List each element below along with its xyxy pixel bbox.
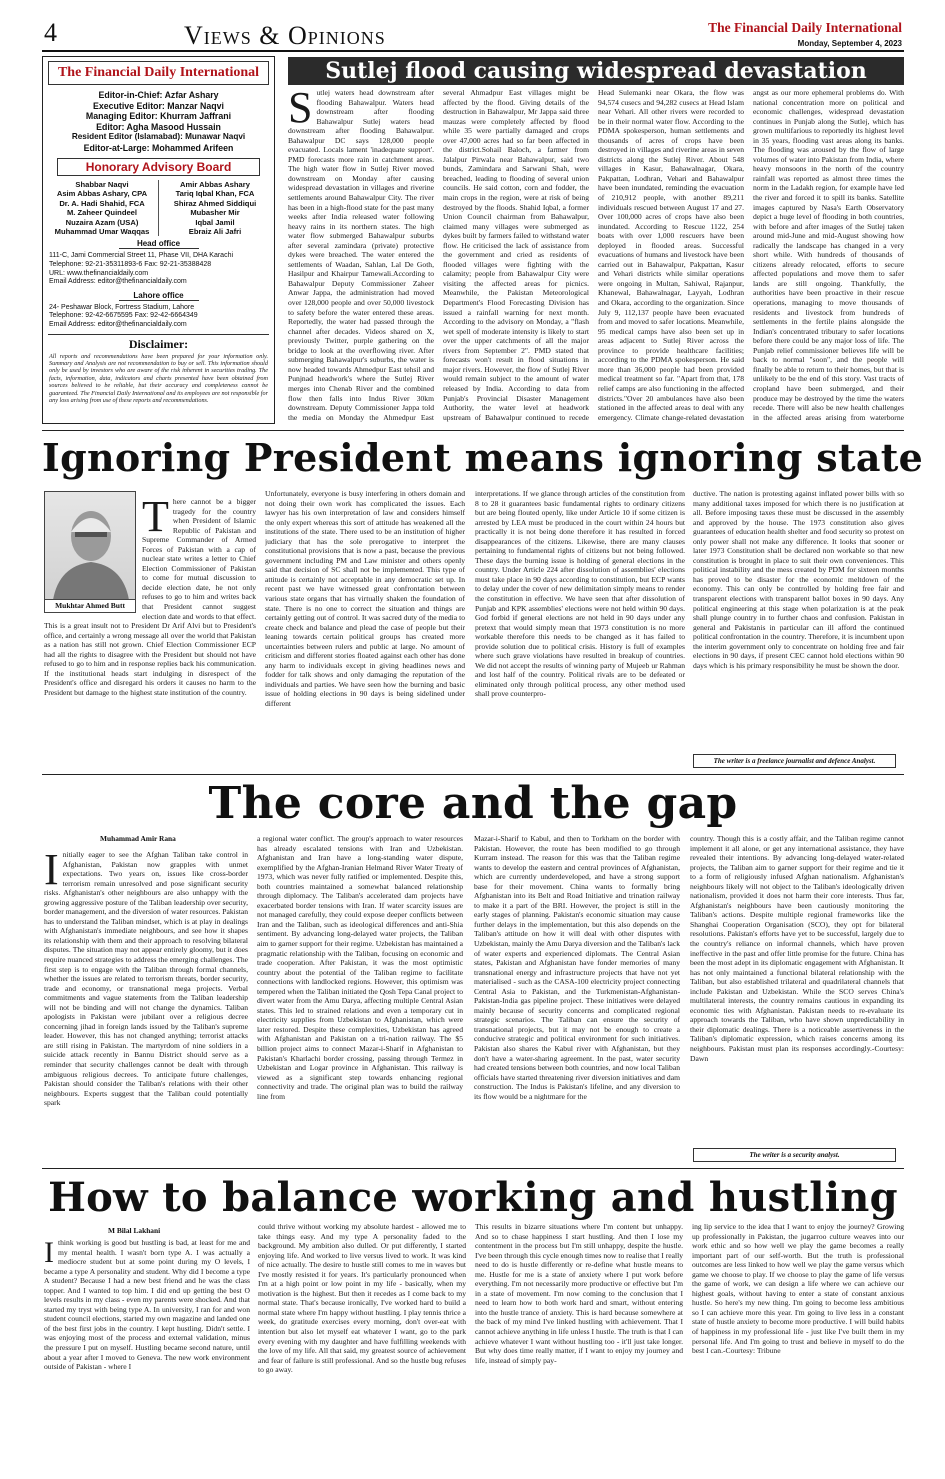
address-line: Email Address: editor@thefinancialdaily.com xyxy=(49,278,187,286)
article-column xyxy=(475,489,685,765)
editor-line: Managing Editor: Khurram Jaffrani xyxy=(85,111,232,121)
section-title: Views & Opinions xyxy=(184,21,386,50)
article-headline: How to balance working and hustling xyxy=(48,1174,898,1221)
advisory-board-title: Honorary Advisory Board xyxy=(57,158,260,176)
advisor-name: Shiraz Ahmed Siddiqui xyxy=(173,198,257,208)
advisor-name: Tariq Iqbal Khan, FCA xyxy=(175,189,255,199)
editorial-column xyxy=(753,88,904,422)
address-line: 111-C, Jami Commercial Street 11, Phase VII, DHA Karachi xyxy=(49,252,234,260)
advisor-name: Amir Abbas Ashary xyxy=(180,180,250,189)
address-line: URL: www.thefinancialdaily.com xyxy=(49,269,149,277)
editor-line: Editor-in-Chief: Azfar Ashary xyxy=(98,90,219,100)
advisor-name: Shabbar Naqvi xyxy=(75,180,129,189)
head-office-label: Head office xyxy=(119,239,199,249)
article-column xyxy=(692,1222,904,1470)
article-column xyxy=(257,834,463,1162)
article-text: could thrive without working my absolute hardest - allowed me to take things easy. And my type A personality faded to the background. My ambition also dulled. Or put differently, I started enjoying life. And worked to live versus lived to work. It was kind of nice actually. The desire to hustle still comes to me in waves but I've mostly resisted it for years. It's particularly pronounced when I'm at a high point or low point in my life - basically, when my motivation is the highest. But then it recedes as I come back to my normal state. That's because ironically, I've worked hard to build a normal state where I'm happy without hustling. I play tennis thrice a week, do gratitude exercises every morning, don't over-eat with intention but also let myself eat whatever I want, go to the park every evening with my daughter and have fulfilling weekends with the love of my life. All that said, my greatest source of achievement and fear of failure is still professional. And so the hustle bug refuses to go away. xyxy=(258,1222,466,1375)
editorial-column xyxy=(598,88,744,422)
advisor-name: Ebraiz Ali Jafri xyxy=(188,227,242,237)
editorial-title-bar xyxy=(288,57,904,85)
article-byline: M Bilal Lakhani xyxy=(108,1226,161,1235)
drop-cap: T xyxy=(142,497,169,541)
article-column xyxy=(258,1222,466,1470)
writer-credit: The writer is a security analyst. xyxy=(693,1148,896,1162)
advisory-right-column xyxy=(162,180,268,236)
editorial-title: Sutlej flood causing widespread devastation xyxy=(325,58,867,84)
editor-line: Editor-at-Large: Mohammed Arifeen xyxy=(83,142,234,153)
address-line: Telephone: 92-21-35311893-6 Fax: 92-21-35388428 xyxy=(49,261,212,269)
article-column xyxy=(44,1238,250,1470)
section-rule xyxy=(42,1168,904,1169)
editor-line: Executive Editor: Manzar Naqvi xyxy=(92,100,224,111)
author-caption: Mukhtar Ahmed Butt xyxy=(45,599,135,612)
article-headline: Ignoring President means ignoring state xyxy=(42,435,924,480)
drop-cap: I xyxy=(44,1238,54,1269)
header-date: Monday, September 4, 2023 xyxy=(797,39,902,48)
article-text: here cannot be a bigger tragedy for the country when President of Islamic Republic of Pakistan and Supreme Commander of Armed Forces of Pakistan with a cap of nuclear state writes a letter to Chief Election Commissioner of Pakistan to come for mutual discussion to decide election date, he not only refuses to go to him and writes back that President cannot suggest election date and words to that effect. This is a great insult not to President Dr Arif Alvi but to President's office, and certainly a wrong message all over the world that Pakistan as a nation has still not grown. Chief Election Commissioner ECP had all the rights to disagree with the President but should not have refused to go to him and in response replies back his communication. If the institutional heads start indulging in disrespect of the President's office and disregard his orders it causes no harm to the President but damage to the highest state institution of the country. xyxy=(44,497,256,697)
article-column xyxy=(693,489,904,747)
disclaimer-text: All reports and recommendations have been prepared for your information only. Summary and Analysis are not recommendation to buy or sell. This information should only be used by investors who are aware of the risk inherent in securities trading. The facts, information, data, indicators and charts presented have been obtained from sources believed to be reliable, but their accuracy and completeness cannot be guaranteed. The Financial Daily International and its employees are not responsible for any loss arising from use of these reports and recommendations. xyxy=(49,352,268,405)
lahore-office-address xyxy=(43,301,274,330)
address-line: Email Address: editor@thefinancialdaily.com xyxy=(49,321,187,328)
article-text: a regional water conflict. The group's approach to water resources has already escalated tensions with Iran and Uzbekistan. Afghanistan and Iran have a long-standing water dispute, exemplified by the Afghan-Iranian Helmand River Water Treaty of 1973, which was never fully ratified or implemented. Despite this, both countries maintained a somewhat balanced relationship through diplomacy. The Taliban's accelerated dam projects have exacerbated border tensions with Iran. If water scarcity issues are not managed carefully, they could expose deeper conflicts between Iran and the Taliban, such as ideological differences and anti-Shia sentiment. By advancing long-delayed water projects, the Taliban aim to garner support for their regime. Uzbekistan has maintained a pragmatic relationship with the Taliban, focusing on economic and trade cooperation. After Pakistan, it was the most optimistic country about the potential of the Taliban regime to facilitate connections with landlocked regions. However, this optimism was tempered when the Taliban initiated the Qosh Tepa Canal project to divert water from the Amu Darya, affecting multiple Central Asian states. This led to strained relations and even a temporary cut in electricity supplies from Uzbekistan to Afghanistan, which were later restored. Despite these complexities, Uzbekistan has agreed with Afghanistan and Pakistan on a tri-nation railway. The $5 billion project aims to connect Mazar-i-Sharif in Afghanistan to Pakistan's Kharlachi border crossing, passing through Termez in Uzbekistan and Logar province in Afghanistan. This railway is viewed as a significant step towards enhancing regional connectivity and trade. The original plan was to build the railway line from xyxy=(257,834,463,1101)
advisor-name: Dr. A. Hadi Shahid, FCA xyxy=(59,198,145,208)
article-text: nitially eager to see the Afghan Taliban take control in Afghanistan, Pakistan now grapples with unmet expectations. Two years on, issues like cross-border terrorism remain unresolved and pose significant security risks. Afghanistan's other neighbours are also unhappy with the growing aggressive posture of the Taliban leadership over security, border management, and the diversion of water resources. Pakistan has to understand the Taliban mindset, which is at play in dealings with Afghanistan's immediate neighbours, and see how it shapes its relationship with them and their approach to resolving bilateral disputes. The situation may not appear entirely gloomy, but it does require nuanced strategies to address the emerging challenges. The first step is to engage with the Taliban through formal channels, whether the issues are related to terrorism threats, border security, trade and economy, or transnational mega projects. Verbal commitments and vague statements from the Taliban leadership will not be binding and will not change the dynamics. Taliban apologists in Pakistan were jubilant over a religious decree concerning jihad in foreign lands issued by the Taliban's supreme leader. However, this has not changed anything; terrorist attacks are still rising in Pakistan. The martyrdom of nine soldiers in a suicide attack recently in Bannu District should serve as a reminder that security challenges cannot be dealt with through ambiguous religious decrees. To anticipate future challenges, Pakistan should consider the Taliban's relations with their other neighbours. Experts suggest that the Taliban could potentially spark xyxy=(44,850,248,1108)
drop-cap: S xyxy=(288,88,313,132)
editorial-text: Head Sulemanki near Okara, the flow was 94,574 cusecs and 94,282 cusecs at Head Islam near Vehari. All other rivers were recorded to be in their normal water flow. According to the PDMA spokesperson, human settlements and thousands of acres of crops have been destroyed in villages and riverine areas in seven districts along the Sutlej River. About 548 villages in Kasur, Bahawalnagar, Okara, Pakpattan, Lodhran, Vehari and Bahawalpur have been inundated, reminding the evacuation of 210,912 people, with another 89,211 individuals rescued between August 17 and 27. Over 100,000 acres of crops have also been inundated. According to Rescue 1122, 254 boats with over 1,000 rescuers have been deployed in flooded areas. Successful evacuations of humans and livestock have been carried out in Bahawalpur, Pakpattan, Kasur and Vehari districts while similar operations were ongoing in Multan, Sahiwal, Rajanpur, Khanewal, Bahawalnagar, Layyah, Lodhran and Okara, according to the organization. Since July 9, 112,137 people have been evacuated from and moved to safer locations. Meanwhile, 95 medical camps have also been set up in areas adjacent to Sutlej River across the province to provide healthcare facilities; according to the PDMA spokesperson. He said more than 36,000 people had been provided medical treatment so far. "Apart from that, 178 relief camps are also functioning in the affected districts."Over 20 ambulances have also been stationed in the affected areas to deal with any emergency. Climate change-related devastation xyxy=(598,88,744,422)
article-text: This results in bizarre situations where I'm content but unhappy. And so to chase happiness I start hustling. And then I lose my contentment in the process but I'm still unhappy, despite the hustle. I've been through this cycle enough times now to realise that I really need to do is hustle differently or re-define what hustle means to me. Hustle for me is a state of anxiety where I put work before everything. I'm not necessarily more productive or effective but I'm in a state of movement. I'm now coming to the conclusion that I need to learn how to both work hard and smart, without entering into the hustle trance of anxiety. This is hard because somewhere at the back of my mind I've linked hustling with achievement. That I cannot achieve anything in life unless I hustle. The truth is that I can achieve whatever I want without hustling too - it'll just take longer. But why does time really matter, if I want to enjoy my journey and life, instead of simply pay- xyxy=(475,1222,683,1365)
writer-credit: The writer is a freelance journalist and defence Analyst. xyxy=(693,754,896,768)
editor-line: Resident Editor (Islamabad): Munawar Naqvi xyxy=(71,132,246,141)
advisor-name: Muhammad Umar Waqqas xyxy=(54,227,150,237)
section-rule xyxy=(42,774,904,775)
disclaimer-title: Disclaimer: xyxy=(48,334,269,352)
article-headline: The core and the gap xyxy=(208,778,738,829)
page-number: 4 xyxy=(44,18,57,47)
editorial-text: utlej waters head downstream after flooding Bahawalpur. Waters head downstream after flooding Bahawalpur Sutlej waters head downstream after flooding Bahawalpur. Bahawalpur DC says 128,000 people evacuated. Locals lament 'inadequate support'. PMD forecasts more rain in catchment areas. The high water flow in Sutlej River moved downstream on Monday after causing widespread devastation in villages and riverine settlements around Bahawalpur City. The river has been in a high-flood state for the past many weeks after India released water following heavy rains in its northern states. The high water flow submerged Bahawalpur suburbs after several zamindara (private) protective dykes were breached. The water entered the settlements of Waadan, Sahlan, Lal De Goth, Hasilpur and Khairpur Tamewali.According to Bahawalpur Deputy Commissioner Zaheer Anwar Jappa, the administration had moved over 128,000 people and over 50,000 livestock to safety before the water entered these areas. Reportedly, the water had passed through the channel after decades. Videos shared on X, previously Twitter, purple gathering on the bridge to look at the overflowing river. After submerging Bahawalpur's suburbs, the water is now headed towards Ahmedpur East tehsil and Punjnad headwork's where the Sutlej River merges into Chenab River and the combined flow then falls into Indus River 30km downstream. Deputy Commissioner Jappa told the media on Monday the Ahmedpur East xyxy=(288,88,434,422)
editor-list xyxy=(43,88,274,156)
article-text: interpretations. If we glance through articles of the constitution from 8 to 28 it guarantees basic fundamental rights to ordinary citizens but are being flouted openly, like under Article 10 if some citizen is arrested by LEA must be produced in the court within 24 hours but practically it is not being done therefore it has resulted in forced disappearances of the citizens. Likewise, there are many clauses pertaining to fundamental rights of citizens but not being followed. These days the burning issue is holding of general elections in the country. Under Article 224 after dissolution of assemblies' elections must take place in 90 days according to constitution, but ECP wants to delay under the cover of new delimitation simply means to render the constitution in effective. We have seen that after dissolution of Punjab and KPK assemblies' elections were not held within 90 days. God forbid if general elections are not held in 90 days under any pretext that would simply mean that 1973 constitution is no more workable therefore this needs to be changed as it has failed to provide solution due to political crisis. History is full of examples where such grave violations have resulted in breakup of countries. We did not accept the results of winning party of Mujeeb ur Rahman and lost half of the country. Political rivals are to be defeated or eliminated only through political process, any other method used shall prove counterpro- xyxy=(475,489,685,699)
article-column xyxy=(475,1222,683,1470)
article-column xyxy=(44,497,256,763)
article-column xyxy=(474,834,680,1162)
editorial-column xyxy=(443,88,589,422)
advisory-left-column xyxy=(49,180,155,236)
advisor-name: Nuzaira Azam (USA) xyxy=(65,217,139,227)
article-byline: Muhammad Amir Rana xyxy=(100,834,176,843)
section-rule xyxy=(42,430,904,431)
address-line: 24- Peshawar Block, Fortress Stadium, Lahore xyxy=(49,303,195,311)
drop-cap: I xyxy=(44,850,59,894)
editorial-text: angst as our more ephemeral problems do. With national concentration more on political and economic challenges, widespread devastation continues in Punjab along the Sutlej, which has grown multifarious to reportedly its highest level in 35 years, flooding vast areas along its banks. The flooding was aroused by the flow of large volumes of water into Pakistan from India, where heavy monsoons in the north of the country rainfall was reported as almost three times the norm in the Ladakh region, for example have led the river and forced it to spill its banks. Satellite images captured by Nasa's Earth Observatory depict a huge level of flooding in both countries, with before and after images of the Sutlej taken around mid-June and mid-August showing how radically the landscape has changed in a very short while. With hundreds of thousands of citizens already relocated, efforts to secure affected populations and move them to safer lands are still ongoing. Thankfully, the authorities have been proactive in their rescue operations, managing to move thousands of residents and livestock from hundreds of settlements in the fertile plains alongside the Indian's concentrated tributary to safer locations before there could be any major loss of life. The Punjab relief commissioner believes life will be back to normal "soon", and the people will finally be able to return to their homes, but that is unlikely to be the end of this story. Vast tracts of cropland have been submerged, and their produce may be destroyed by the time the waters recede. There will also be new health challenges in the affected areas arising from waterborne xyxy=(753,88,904,422)
article-text: Mazar-i-Sharif to Kabul, and then to Torkham on the border with Pakistan. However, the route has been modified to go through Kurram instead. The reason for this was that the Taliban regime wants to develop the eastern and central provinces of Afghanistan, which are currently underdeveloped, and have a strong support base for their movement. China wants to formally bring Afghanistan into its Belt and Road Initiative and trination railway to make it a part of the BRI. However, the project is still in the early stages of planning. Pakistan's economic situation may cause further delays in the implementation, but this also depends on the Taliban's attitude on how it will deal with other disputes with Uzbekistan, mainly the Amu Darya diversion and the Taliban's lack of water experts and experienced diplomats. The Central Asian states, Pakistan and Afghanistan have fonder memories of many transnational energy and infrastructure projects that have not yet materialised - such as the CASA-100 electricity project connecting Central Asia to Pakistan, and the Turkmenistan-Afghanistan-Pakistan-India gas pipeline project. These initiatives were delayed mainly because of security concerns and complicated regional strategic scenarios. The Taliban can ensure the security of transnational projects, but it may not be enough to create a conducive strategic and political environment for such initiatives. Pakistan also shares the Kabul river with Afghanistan, but they don't have a water-sharing agreement. In the past, water security had created tensions between both countries, and now local Taliban officials have started threatening river diversion initiatives and dam construction. The Indus is Pakistan's lifeline, and any diversion to its flow would be a nightmare for the xyxy=(474,834,680,1101)
advisory-divider xyxy=(158,180,159,236)
editorial-column xyxy=(288,88,434,422)
advisor-name: Mubasher Mir xyxy=(190,208,240,218)
article-text: country. Though this is a costly affair, and the Taliban regime cannot implement it all alone, or get any international assistance, they have revealed their intentions. By advancing long-delayed water-related projects, the Taliban aim to garner support for their regime and tie it to a form of religiously infused Afghan nationalism. Afghanistan's neighbours likely will not object to the Taliban's ideologically driven nationalism, provided it does not harm their core interests. Thus far, Afghanistan's neighbours have been cautiously monitoring the Taliban's actions. Despite multiple regional frameworks like the Shanghai Cooperation Organisation (SCO), they opt for bilateral resolutions. Pakistan's efforts have yet to be successful, largely due to the country's reliance on informal channels, which have proven ineffective in the past and offer little promise for the future. China has been the most adept in its diplomatic engagement with Afghanistan. It has not only maintained a functional bilateral relationship with the Taliban, but also established trilateral and quadrilateral channels that include Pakistan and Uzbekistan. While the SCO serves China's multilateral interests, the country remains cautious in expanding its economic ties with Afghanistan. Pakistan needs to re-evaluate its approach towards the Taliban, who have shown unpredictability in their diplomatic dealings. There is a noticeable assertiveness in the Taliban's diplomatic expression, which raises concerns among its neighbours. Pakistan must plan its responses accordingly.-Courtesy: Dawn xyxy=(690,834,904,1063)
article-text: ing lip service to the idea that I want to enjoy the journey? Growing up professionally in Pakistan, the jugarroo culture weaves into our work ethic and so how well we play the game becomes a really important part of our self-worth. But the truth is professional outcomes are less linked to how well we play the game versus which game we choose to play. If we choose to play the game of life versus the game of work, we can design a life where we can achieve our highest goals, without having to enter a state of constant anxious hustle. So here's my new thing. I'm going to become less ambitious so I can achieve more this year. I'm going to live less in a constant state of hustle anxiety to become more productive. I will build habits of happiness in my professional life - just like I've built them in my personal life. And I'm going to trust and believe in myself to do the best I can.-Courtesy: Tribune xyxy=(692,1222,904,1356)
article-column xyxy=(44,850,248,1162)
lahore-office-label: Lahore office xyxy=(119,291,199,301)
masthead-title: The Financial Daily International xyxy=(48,61,269,85)
advisor-name: M. Zaheer Quindeel xyxy=(66,208,138,218)
article-column xyxy=(265,489,465,765)
masthead-box xyxy=(42,56,275,424)
header-paper-name: The Financial Daily International xyxy=(708,20,902,35)
editorial-text: several Ahmadpur East villages might be affected by the flood. Giving details of the destruction in Bahawalpur, Mr Jappa said three mauzas were completely affected by flood while 35 were partially damaged and crops over 47,000 acres had so far been affected in the district.Sohail Baloch, a farmer from Jalalpur Pirwala near Bahawalpur, said two bunds, Zamindara and Sarwani Shah, were breached, leading to flooding of several union councils. He said cotton, corn and fodder, the main crops in the region, were at risk of being destroyed by the floods. Shahid Iqbal, a former Union Council chairman from Bahawalpur, claimed many villages were submerged as dykes built by farmers failed to withstand water flow. He criticised the lack of assistance from the government and cried as residents of flooded villages were fighting with the calamity; people from Bahawalpur City were visiting the affected areas for picnics. Meanwhile, the Pakistan Meteorological Department's Flood Forecasting Division has issued a rainfall warning for next month. According to the advisory on Monday, a "flash wet spell of moderate intensity is likely to start over the upper catchments of all the major rivers from September 2". PMD stated that forecasts won't result in flood situations in major rivers. However, the flow of Sutlej River would remain subject to the amount of water released by India. According to data from Punjab's Provincial Disaster Management Authority, the water level at headwork upstream of Bahawalpur continued to recede xyxy=(443,88,589,422)
article-text: ductive. The nation is protesting against inflated power bills with so many additional taxes imposed for which there is no justification at all. Before imposing taxes these must be discussed in the assembly and approved by the house. The 1973 constitution also gives guarantees of education health shelter and food security so protest on only power shall not make any difference. It looks that sooner or later 1973 Constitution shall be declared non workable so that new constitution is brought in place to suit their own conveniences. This political instability and the mess created by PDM for sixteen months has proved to be disaster for the economic meltdown of the economy. This can only be controlled by holding free fair and transparent elections with transparent ballot boxes in 90 days. Any political engineering at this stage when polarization is at the peak shall plunge country in to further chaos and confusion. Pakistan in general and Pakistanis in particular can ill afford the continued political confrontation in the country. Therefore, it is incumbent upon the interim government only to concentrate on holding free and fair elections in 90 days, if present CEC cannot hold elections within 90 days which is his primary responsibility he must be shown the door. xyxy=(693,489,904,670)
article-text: Unfortunately, everyone is busy interfering in others domain and not doing their own work has complicated the issues. Each lawyer has his own interpretation of law and considers himself the only expert whereas this sort of attitude has weakened all the institutions of the state. There used to be an institution of higher judiciary that has the sole prerogative to interpret the constitutional provisions that is now a past, because the previous government including PM and Law minister and others openly said that decision of SC shall not be implemented. This type of attitude is certainly not acceptable in any democratic set up. In recent past we have witnessed great confrontation between various state organs that has virtually shaken the foundation of state. There is no one to correct the situation and things are certainly getting out of control. It was sacred duty of the media to create check and balance and plead the case of people but their leaning towards certain political groups has created more uncertainties between rulers and public at large. No amount of criticism and different stories floated against each other has done any harm to individuals except in giving headlines news and fodder for talk shows and only damaging the reputation of the individuals and parties. We have seen how the burning and basic issue of holding elections in 90 days is being sidelined under different xyxy=(265,489,465,709)
article-text: think working is good but hustling is bad, at least for me and my mental health. I wasn't born type A. I was actually a mediocre student but at some point during my O levels, I became a type A personality and student. Why did I become a type A student? Because I had a new best friend and he was the class topper. And I wanted to top him. I did end up getting the best O levels results in my class - even my parents were shocked. And that started my tryst with being type A. In university, I ran for and won student council elections, started my own magazine and landed one of the best first jobs in the country. I kept hustling. Didn't settle. I was enjoying most of the process and external validation, minus the pressure I put on myself. Hustling became second nature, until about a year after I moved to Geneva. The new work environment outside of Pakistan - where I xyxy=(44,1238,250,1372)
article-column xyxy=(690,834,904,1142)
advisory-board xyxy=(43,178,274,236)
advisor-name: Iqbal Jamil xyxy=(195,217,235,227)
header-rule xyxy=(42,50,904,52)
editor-line: Editor: Agha Masood Hussain xyxy=(96,121,221,132)
address-line: Telephone: 92-42-6675595 Fax: 92-42-6664349 xyxy=(49,312,198,320)
advisor-name: Asim Abbas Ashary, CPA xyxy=(56,189,148,199)
head-office-address xyxy=(43,249,274,286)
